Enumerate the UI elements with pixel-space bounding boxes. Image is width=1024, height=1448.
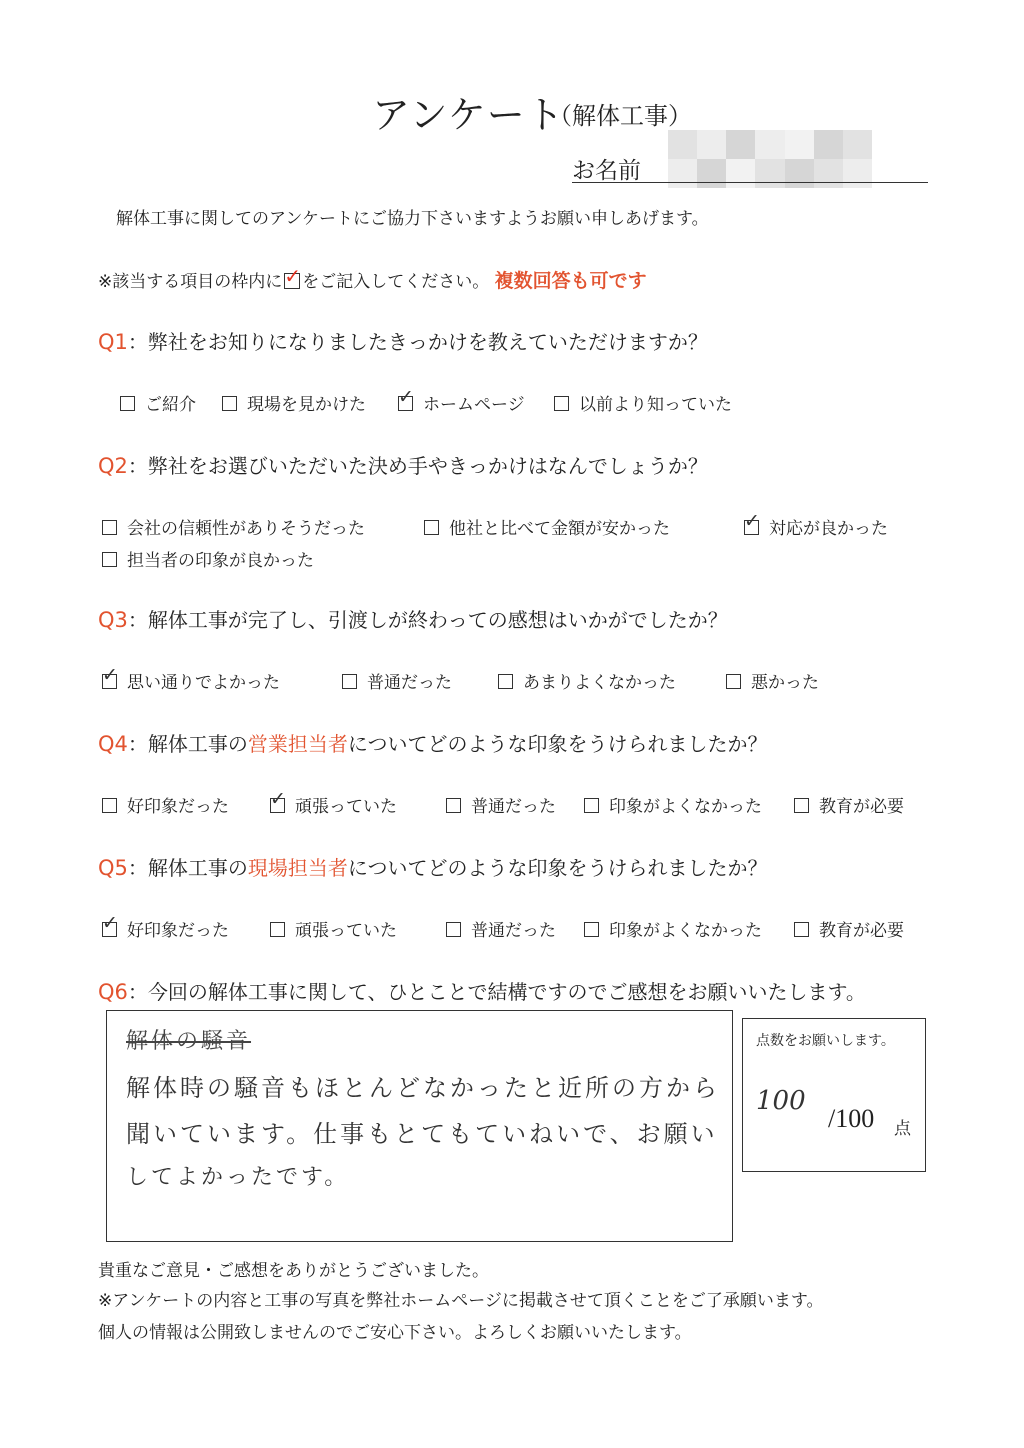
score-max: /100: [828, 1104, 875, 1133]
survey-subtitle: （解体工事）: [548, 102, 692, 130]
name-label: お名前: [572, 158, 641, 184]
checkbox-checked[interactable]: [270, 788, 286, 813]
q4-option-3[interactable]: 普通だった: [446, 792, 556, 817]
checkbox[interactable]: [498, 674, 513, 689]
checkbox[interactable]: [794, 922, 809, 937]
checkbox[interactable]: [584, 922, 599, 937]
q3-option-1[interactable]: ✓ 思い通りでよかった: [102, 664, 280, 693]
question-text: ：弊社をお知りになりましたきっかけを教えていただけますか？: [127, 330, 708, 354]
q5-option-1[interactable]: ✓ 好印象だった: [102, 912, 229, 941]
note-suffix: をご記入してください。: [302, 272, 490, 292]
check-mark-icon: ✓: [102, 912, 118, 934]
footer-line-2: ※アンケートの内容と工事の写真を弊社ホームページに掲載させて頂くことをご了承願います。: [98, 1291, 824, 1311]
question-4: Q4：解体工事の営業担当者についてどのような印象をうけられましたか？: [98, 732, 768, 756]
checkbox[interactable]: [446, 798, 461, 813]
q1-option-4[interactable]: 以前より知っていた: [554, 390, 732, 415]
q1-option-1[interactable]: ご紹介: [120, 390, 196, 415]
comment-line-3: してよかったです。: [126, 1165, 350, 1190]
survey-title: アンケート: [372, 93, 565, 137]
question-number: Q3: [98, 608, 128, 632]
comment-line-2: 聞いています。仕事もとてもていねいで、お願い: [126, 1120, 718, 1148]
q5-option-2[interactable]: 頑張っていた: [270, 916, 397, 941]
checkbox[interactable]: [342, 674, 357, 689]
instruction-note: [98, 266, 647, 293]
checkbox-checked[interactable]: [744, 510, 760, 535]
checkbox[interactable]: [222, 396, 237, 411]
footer-line-1: 貴重なご意見・ご感想をありがとうございました。: [98, 1261, 489, 1281]
checkbox[interactable]: [120, 396, 135, 411]
footer-line-3: 個人の情報は公開致しませんのでご安心下さい。よろしくお願いいたします。: [98, 1323, 692, 1343]
checkbox[interactable]: [584, 798, 599, 813]
check-mark-icon: ✓: [102, 664, 118, 686]
q2-option-1[interactable]: 会社の信頼性がありそうだった: [102, 514, 365, 539]
note-prefix: ※該当する項目の枠内に: [98, 272, 283, 292]
score-label: 点数をお願いします。: [756, 1033, 895, 1049]
question-text: ：解体工事が完了し、引渡しが終わっての感想はいかがでしたか？: [127, 608, 728, 632]
q5-option-4[interactable]: 印象がよくなかった: [584, 916, 762, 941]
q4-option-5[interactable]: 教育が必要: [794, 792, 904, 817]
checkbox[interactable]: [424, 520, 439, 535]
q4-option-4[interactable]: 印象がよくなかった: [584, 792, 762, 817]
question-highlight: 営業担当者: [247, 732, 348, 756]
q3-option-3[interactable]: あまりよくなかった: [498, 668, 676, 693]
q1-option-3[interactable]: ✓ ホームページ: [398, 386, 525, 415]
q4-option-2[interactable]: ✓ 頑張っていた: [270, 788, 397, 817]
question-text: ：弊社をお選びいただいた決め手やきっかけはなんでしょうか？: [127, 454, 708, 478]
checkbox[interactable]: [554, 396, 569, 411]
intro-text: 解体工事に関してのアンケートにご協力下さいますようお願い申しあげます。: [116, 209, 709, 229]
q2-option-2[interactable]: 他社と比べて金額が安かった: [424, 514, 670, 539]
checkbox[interactable]: [446, 922, 461, 937]
checkbox[interactable]: [794, 798, 809, 813]
name-underline: [572, 182, 928, 183]
check-mark-icon: ✓: [744, 510, 760, 532]
question-number: Q4: [98, 732, 128, 756]
comment-struck-text: 解体の騒音: [126, 1029, 252, 1054]
check-mark-icon: ✓: [284, 264, 302, 288]
check-mark-icon: ✓: [270, 788, 286, 810]
question-highlight: 現場担当者: [247, 856, 348, 880]
question-6: [98, 976, 866, 1005]
q3-option-2[interactable]: 普通だった: [342, 668, 452, 693]
q3-option-4[interactable]: 悪かった: [726, 668, 819, 693]
question-number: Q1: [98, 330, 128, 354]
question-number: Q6: [98, 980, 128, 1004]
comment-line-1: 解体時の騒音もほとんどなかったと近所の方から: [126, 1074, 720, 1102]
checkbox[interactable]: [102, 552, 117, 567]
question-5: Q5：解体工事の現場担当者についてどのような印象をうけられましたか？: [98, 856, 768, 880]
checkbox-checked[interactable]: [102, 664, 118, 689]
question-1: [98, 326, 708, 355]
checkbox[interactable]: [270, 922, 285, 937]
q2-option-4[interactable]: 担当者の印象が良かった: [102, 546, 314, 571]
q1-option-2[interactable]: 現場を見かけた: [222, 390, 366, 415]
q5-option-5[interactable]: 教育が必要: [794, 916, 904, 941]
checkbox[interactable]: [726, 674, 741, 689]
sample-checkbox: [284, 264, 302, 289]
question-3: [98, 604, 728, 633]
question-2: [98, 450, 708, 479]
q2-option-3[interactable]: ✓ 対応が良かった: [744, 510, 888, 539]
note-emphasis: 複数回答も可です: [494, 270, 647, 292]
question-text: ：今回の解体工事に関して、ひとことで結構ですのでご感想をお願いいたします。: [127, 980, 866, 1004]
checkbox[interactable]: [102, 798, 117, 813]
score-value: 100: [756, 1086, 806, 1116]
q4-option-1[interactable]: 好印象だった: [102, 792, 229, 817]
question-number: Q5: [98, 856, 128, 880]
check-mark-icon: ✓: [398, 386, 414, 408]
checkbox-checked[interactable]: [398, 386, 414, 411]
q5-option-3[interactable]: 普通だった: [446, 916, 556, 941]
score-unit: 点: [894, 1119, 911, 1139]
checkbox[interactable]: [102, 520, 117, 535]
checkbox-checked[interactable]: [102, 912, 118, 937]
question-number: Q2: [98, 454, 128, 478]
name-redacted-mosaic: [668, 130, 872, 188]
